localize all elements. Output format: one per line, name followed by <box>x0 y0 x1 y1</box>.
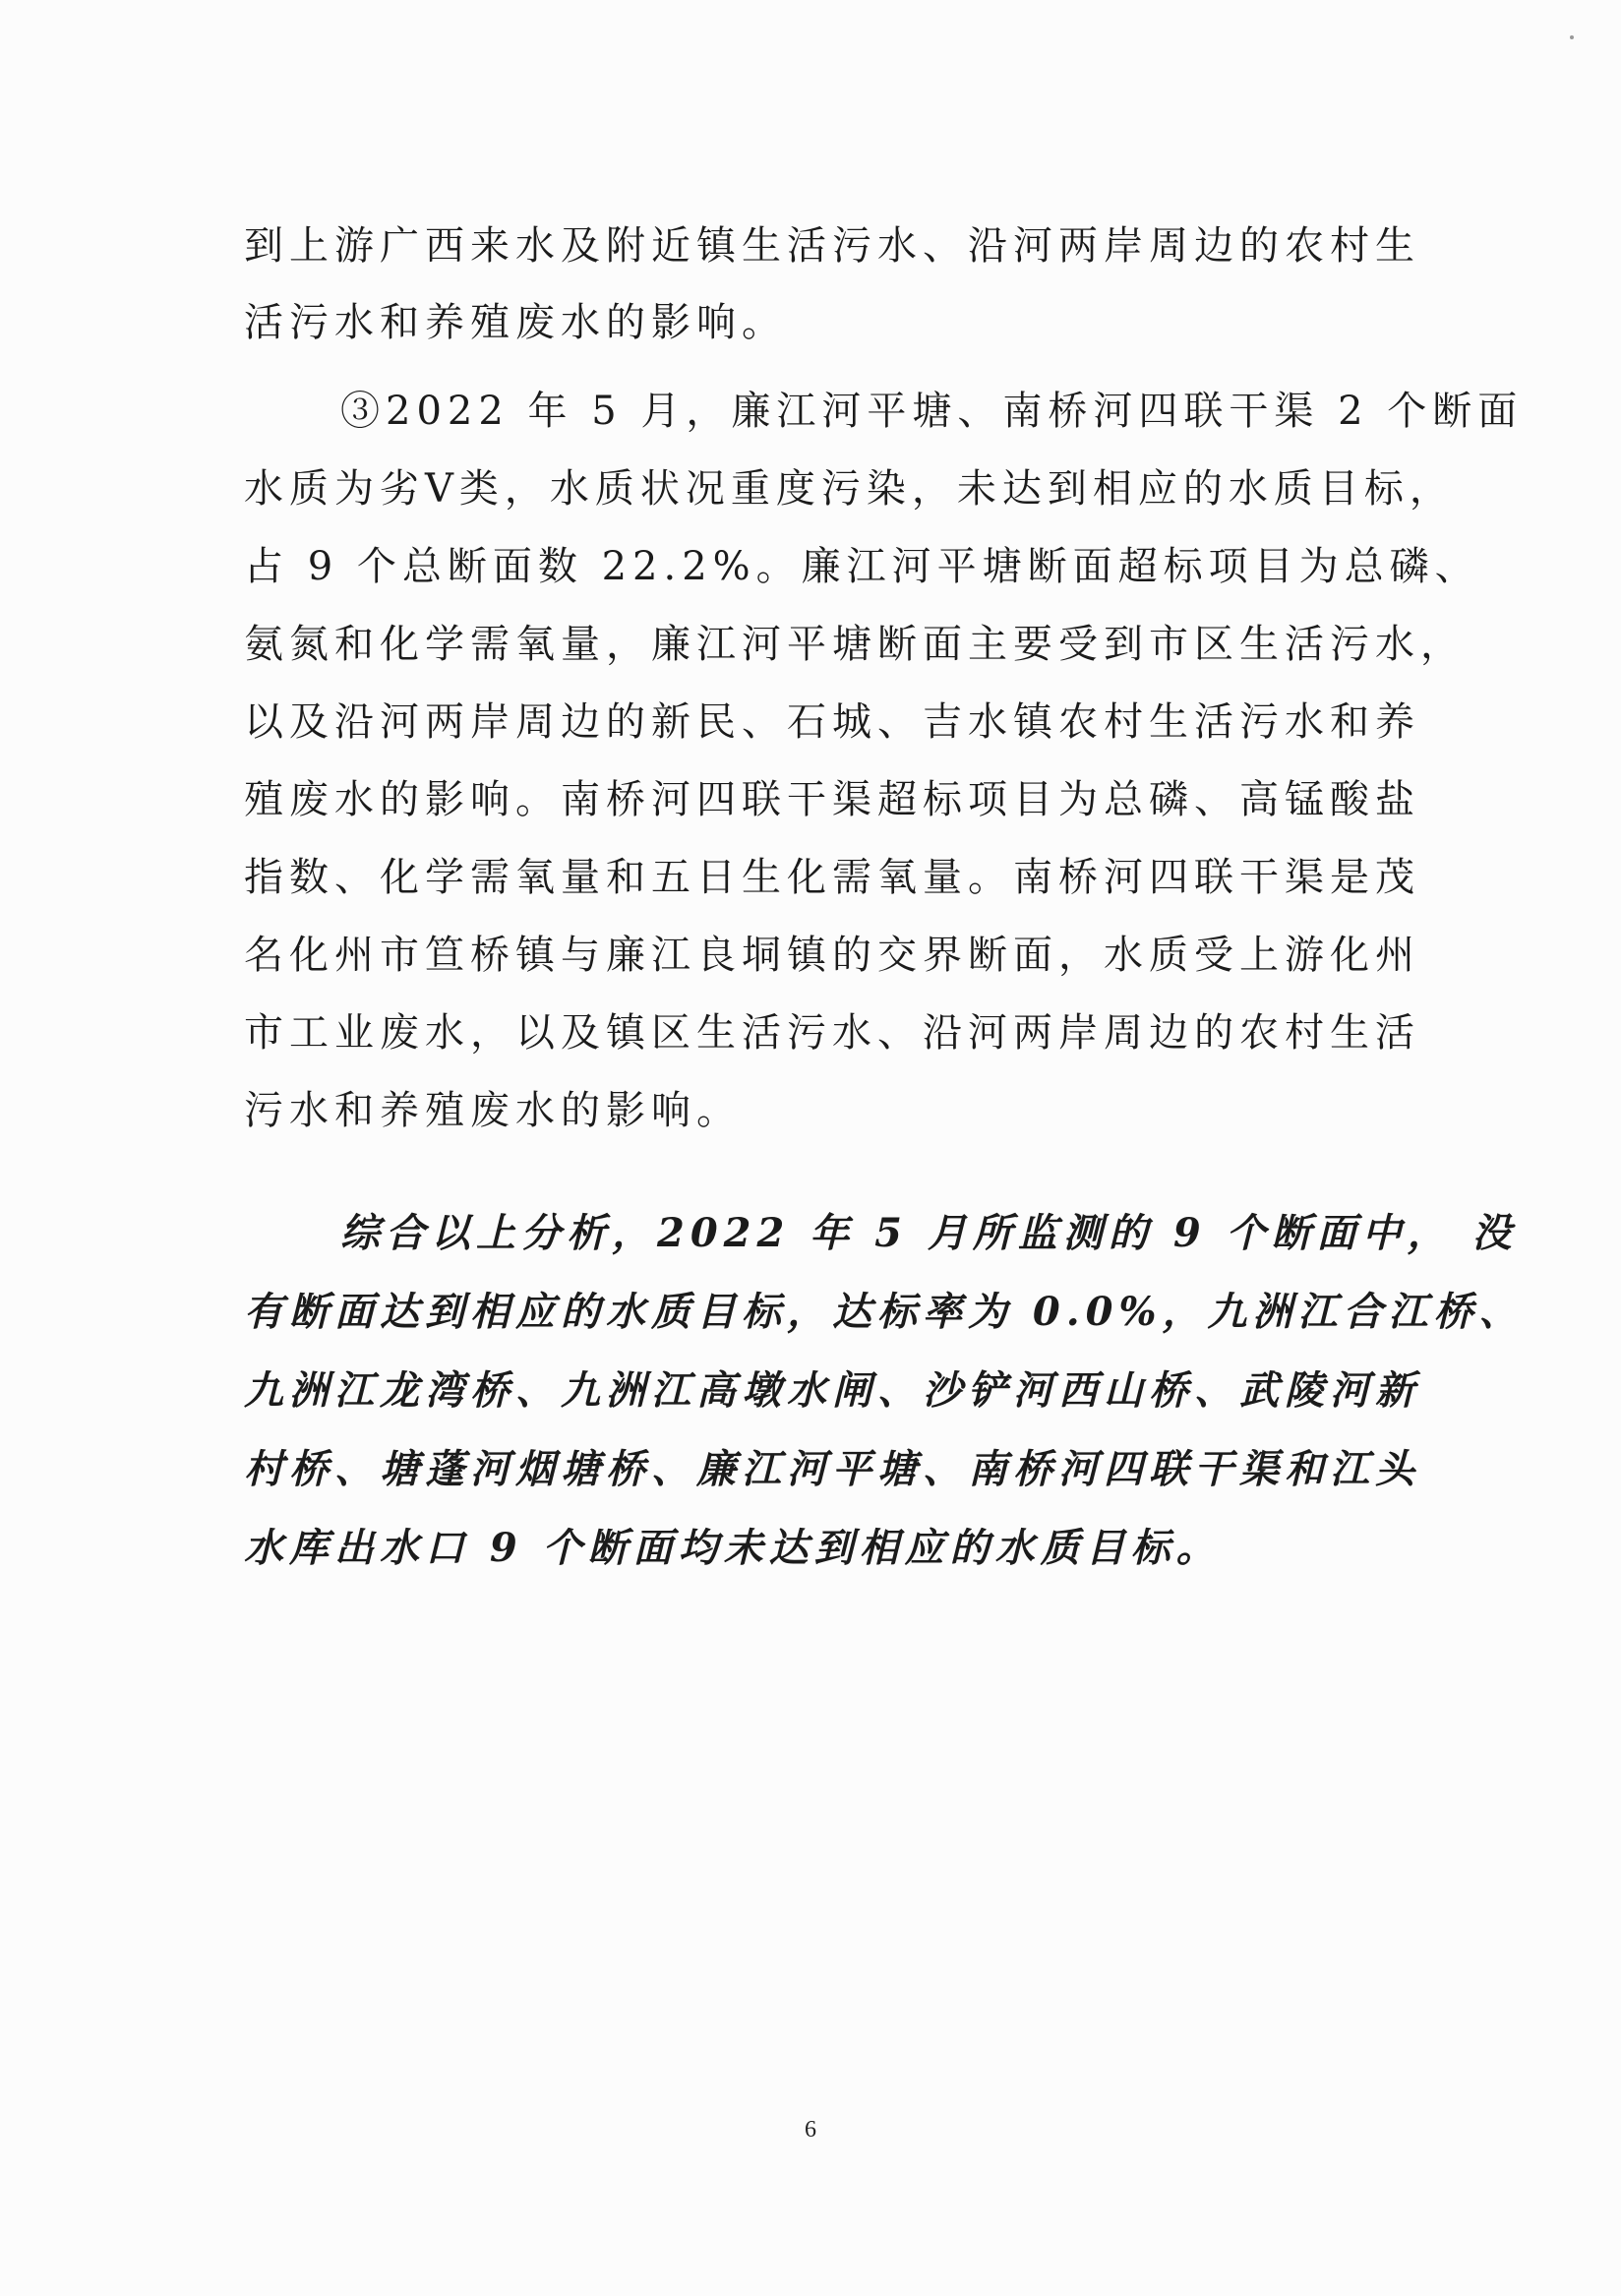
text-line: 名化州市笪桥镇与廉江良垌镇的交界断面，水质受上游化州 <box>244 933 1420 978</box>
text-line: ③2022 年 5 月，廉江河平塘、南桥河四联干渠 2 个断面 <box>340 389 1524 434</box>
text-line: 占 9 个总断面数 22.2%。廉江河平塘断面超标项目为总磷、 <box>244 544 1480 589</box>
scan-speck <box>1570 35 1574 39</box>
text-line: 市工业废水，以及镇区生活污水、沿河两岸周边的农村生活 <box>244 1010 1420 1056</box>
text-line: 指数、化学需氧量和五日生化需氧量。南桥河四联干渠是茂 <box>244 855 1420 900</box>
text-line: 九洲江龙湾桥、九洲江高墩水闸、沙铲河西山桥、武陵河新 <box>244 1367 1420 1414</box>
text-line: 综合以上分析，2022 年 5 月所监测的 9 个断面中， 没 <box>340 1210 1518 1256</box>
text-line: 水库出水口 9 个断面均未达到相应的水质目标。 <box>244 1525 1222 1571</box>
text-line: 活污水和养殖废水的影响。 <box>244 300 787 345</box>
text-line: 村桥、塘蓬河烟塘桥、廉江河平塘、南桥河四联干渠和江头 <box>244 1446 1420 1492</box>
text-line: 以及沿河两岸周边的新民、石城、吉水镇农村生活污水和养 <box>244 699 1420 745</box>
text-line: 污水和养殖废水的影响。 <box>244 1088 742 1133</box>
text-line: 水质为劣Ⅴ类，水质状况重度污染，未达到相应的水质目标， <box>244 466 1455 512</box>
text-line: 有断面达到相应的水质目标，达标率为 0.0%，九洲江合江桥、 <box>244 1289 1525 1335</box>
text-line: 殖废水的影响。南桥河四联干渠超标项目为总磷、高锰酸盐 <box>244 777 1420 822</box>
text-line: 到上游广西来水及附近镇生活污水、沿河两岸周边的农村生 <box>244 223 1420 269</box>
text-line: 氨氮和化学需氧量，廉江河平塘断面主要受到市区生活污水， <box>244 622 1466 667</box>
page-number: 6 <box>805 2117 816 2143</box>
